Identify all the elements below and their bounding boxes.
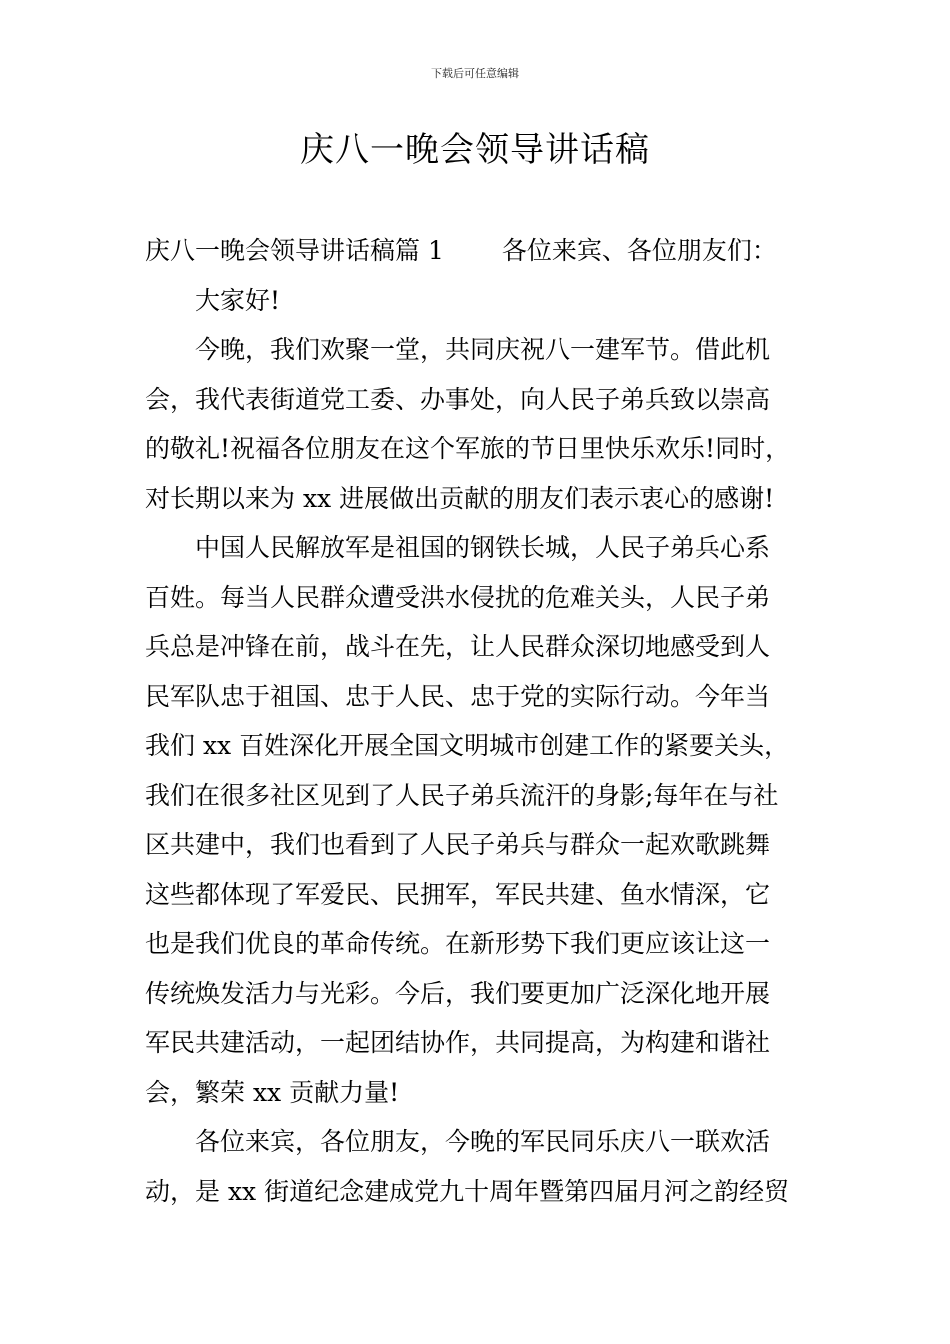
text-line: 的敬礼!祝福各位朋友在这个军旅的节日里快乐欢乐!同时，: [145, 434, 791, 463]
text-line: 我们 xx 百姓深化开展全国文明城市创建工作的紧要关头，: [145, 731, 790, 760]
text-line: 兵总是冲锋在前，战斗在先，让人民群众深切地感受到人: [145, 632, 771, 661]
text-line: 大家好!: [195, 285, 281, 315]
text-line: 我们在很多社区见到了人民子弟兵流汗的身影;每年在与社: [145, 780, 779, 810]
text-line: 百姓。每当人民群众遭受洪水侵扰的危难关头，人民子弟: [145, 582, 771, 612]
header-note: 下载后可任意编辑: [431, 67, 519, 80]
text-line: 传统焕发活力与光彩。今后，我们要更加广泛深化地开展: [145, 978, 771, 1008]
text-line: 这些都体现了军爱民、民拥军，军民共建、鱼水情深，它: [145, 879, 771, 909]
document-body: [145, 226, 825, 1216]
intro-line: [145, 226, 825, 276]
text-line: 动，是 xx 街道纪念建成党九十周年暨第四届月河之韵经贸: [145, 1176, 790, 1206]
text-line: 会，繁荣 xx 贡献力量!: [145, 1077, 400, 1107]
text-line: 中国人民解放军是祖国的钢铁长城，人民子弟兵心系: [195, 533, 771, 562]
section-heading: 庆八一晚会领导讲话稿篇 1: [145, 236, 444, 265]
text-line: 对长期以来为 xx 进展做出贡献的朋友们表示衷心的感谢!: [145, 483, 775, 513]
salutation: 各位来宾、各位朋友们：: [501, 236, 777, 265]
text-line: 民军队忠于祖国、忠于人民、忠于党的实际行动。今年当: [145, 681, 771, 711]
text-line: 今晚，我们欢聚一堂，共同庆祝八一建军节。借此机: [195, 335, 771, 364]
text-line: 军民共建活动，一起团结协作，共同提高，为构建和谐社: [145, 1028, 771, 1057]
text-line: 会，我代表街道党工委、办事处，向人民子弟兵致以崇高: [145, 384, 771, 414]
paragraph-lines: [145, 276, 825, 1217]
text-line: 各位来宾，各位朋友，今晚的军民同乐庆八一联欢活: [195, 1127, 771, 1156]
text-line: 区共建中，我们也看到了人民子弟兵与群众一起欢歌跳舞: [145, 830, 771, 859]
document-title: 庆八一晚会领导讲话稿: [300, 130, 650, 170]
text-line: 也是我们优良的革命传统。在新形势下我们更应该让这一: [145, 929, 771, 958]
